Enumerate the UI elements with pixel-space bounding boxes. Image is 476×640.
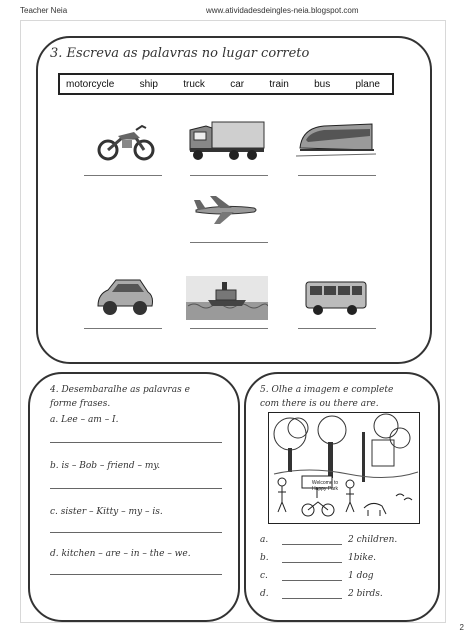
writing-line	[50, 442, 222, 443]
exercise-5-item-b-text: 1bike.	[348, 553, 377, 563]
exercise-5-item-d-letter: d.	[260, 589, 269, 599]
answer-line	[190, 328, 268, 329]
motorcycle-picture	[96, 118, 156, 162]
train-picture	[296, 118, 376, 160]
exercise-3-title: 3. Escreva as palavras no lugar correto	[50, 46, 310, 61]
exercise-4-item-a: a. Lee – am – I.	[50, 415, 119, 425]
exercise-5-item-a-letter: a.	[260, 535, 269, 545]
word-bank-item: car	[230, 78, 245, 90]
writing-line	[50, 574, 222, 575]
exercise-4-item-c: c. sister – Kitty – my – is.	[50, 507, 163, 517]
word-bank-item: truck	[183, 78, 205, 90]
bus-picture	[300, 276, 370, 318]
blank-line	[282, 562, 342, 563]
exercise-4-item-b: b. is – Bob – friend – my.	[50, 461, 161, 471]
exercise-4-title-line-2: forme frases.	[50, 399, 111, 409]
park-scene-picture	[268, 412, 420, 524]
exercise-5-item-b-letter: b.	[260, 553, 269, 563]
answer-line	[298, 175, 376, 176]
blank-line	[282, 598, 342, 599]
answer-line	[84, 175, 162, 176]
exercise-4-title-line-1: 4. Desembaralhe as palavras e	[50, 385, 190, 395]
word-bank	[58, 73, 394, 95]
answer-line	[190, 242, 268, 243]
blank-line	[282, 544, 342, 545]
answer-line	[84, 328, 162, 329]
park-sign-text: Welcome to Happy Park	[311, 480, 339, 492]
word-bank-item: bus	[314, 78, 331, 90]
exercise-5-item-a-text: 2 children.	[348, 535, 398, 545]
page-number: 2	[459, 623, 464, 632]
word-bank-item: plane	[355, 78, 380, 90]
exercise-5-item-d-text: 2 birds.	[348, 589, 383, 599]
writing-line	[50, 532, 222, 533]
writing-line	[50, 488, 222, 489]
word-bank-item: ship	[139, 78, 158, 90]
exercise-4-item-d: d. kitchen – are – in – the – we.	[50, 549, 191, 559]
ship-picture	[186, 276, 268, 320]
exercise-5-title-line-1: 5. Olhe a imagem e complete	[260, 385, 394, 395]
plane-picture	[192, 192, 262, 228]
truck-picture	[186, 116, 268, 162]
blank-line	[282, 580, 342, 581]
word-bank-item: motorcycle	[66, 78, 115, 90]
header-website: www.atividadesdeingles-neia.blogspot.com	[206, 6, 359, 15]
exercise-5-title-line-2: com there is ou there are.	[260, 399, 379, 409]
car-picture	[94, 272, 156, 320]
header-author: Teacher Neia	[20, 6, 68, 15]
answer-line	[190, 175, 268, 176]
exercise-5-item-c-text: 1 dog	[348, 571, 374, 581]
answer-line	[298, 328, 376, 329]
exercise-5-item-c-letter: c.	[260, 571, 268, 581]
word-bank-item: train	[269, 78, 289, 90]
